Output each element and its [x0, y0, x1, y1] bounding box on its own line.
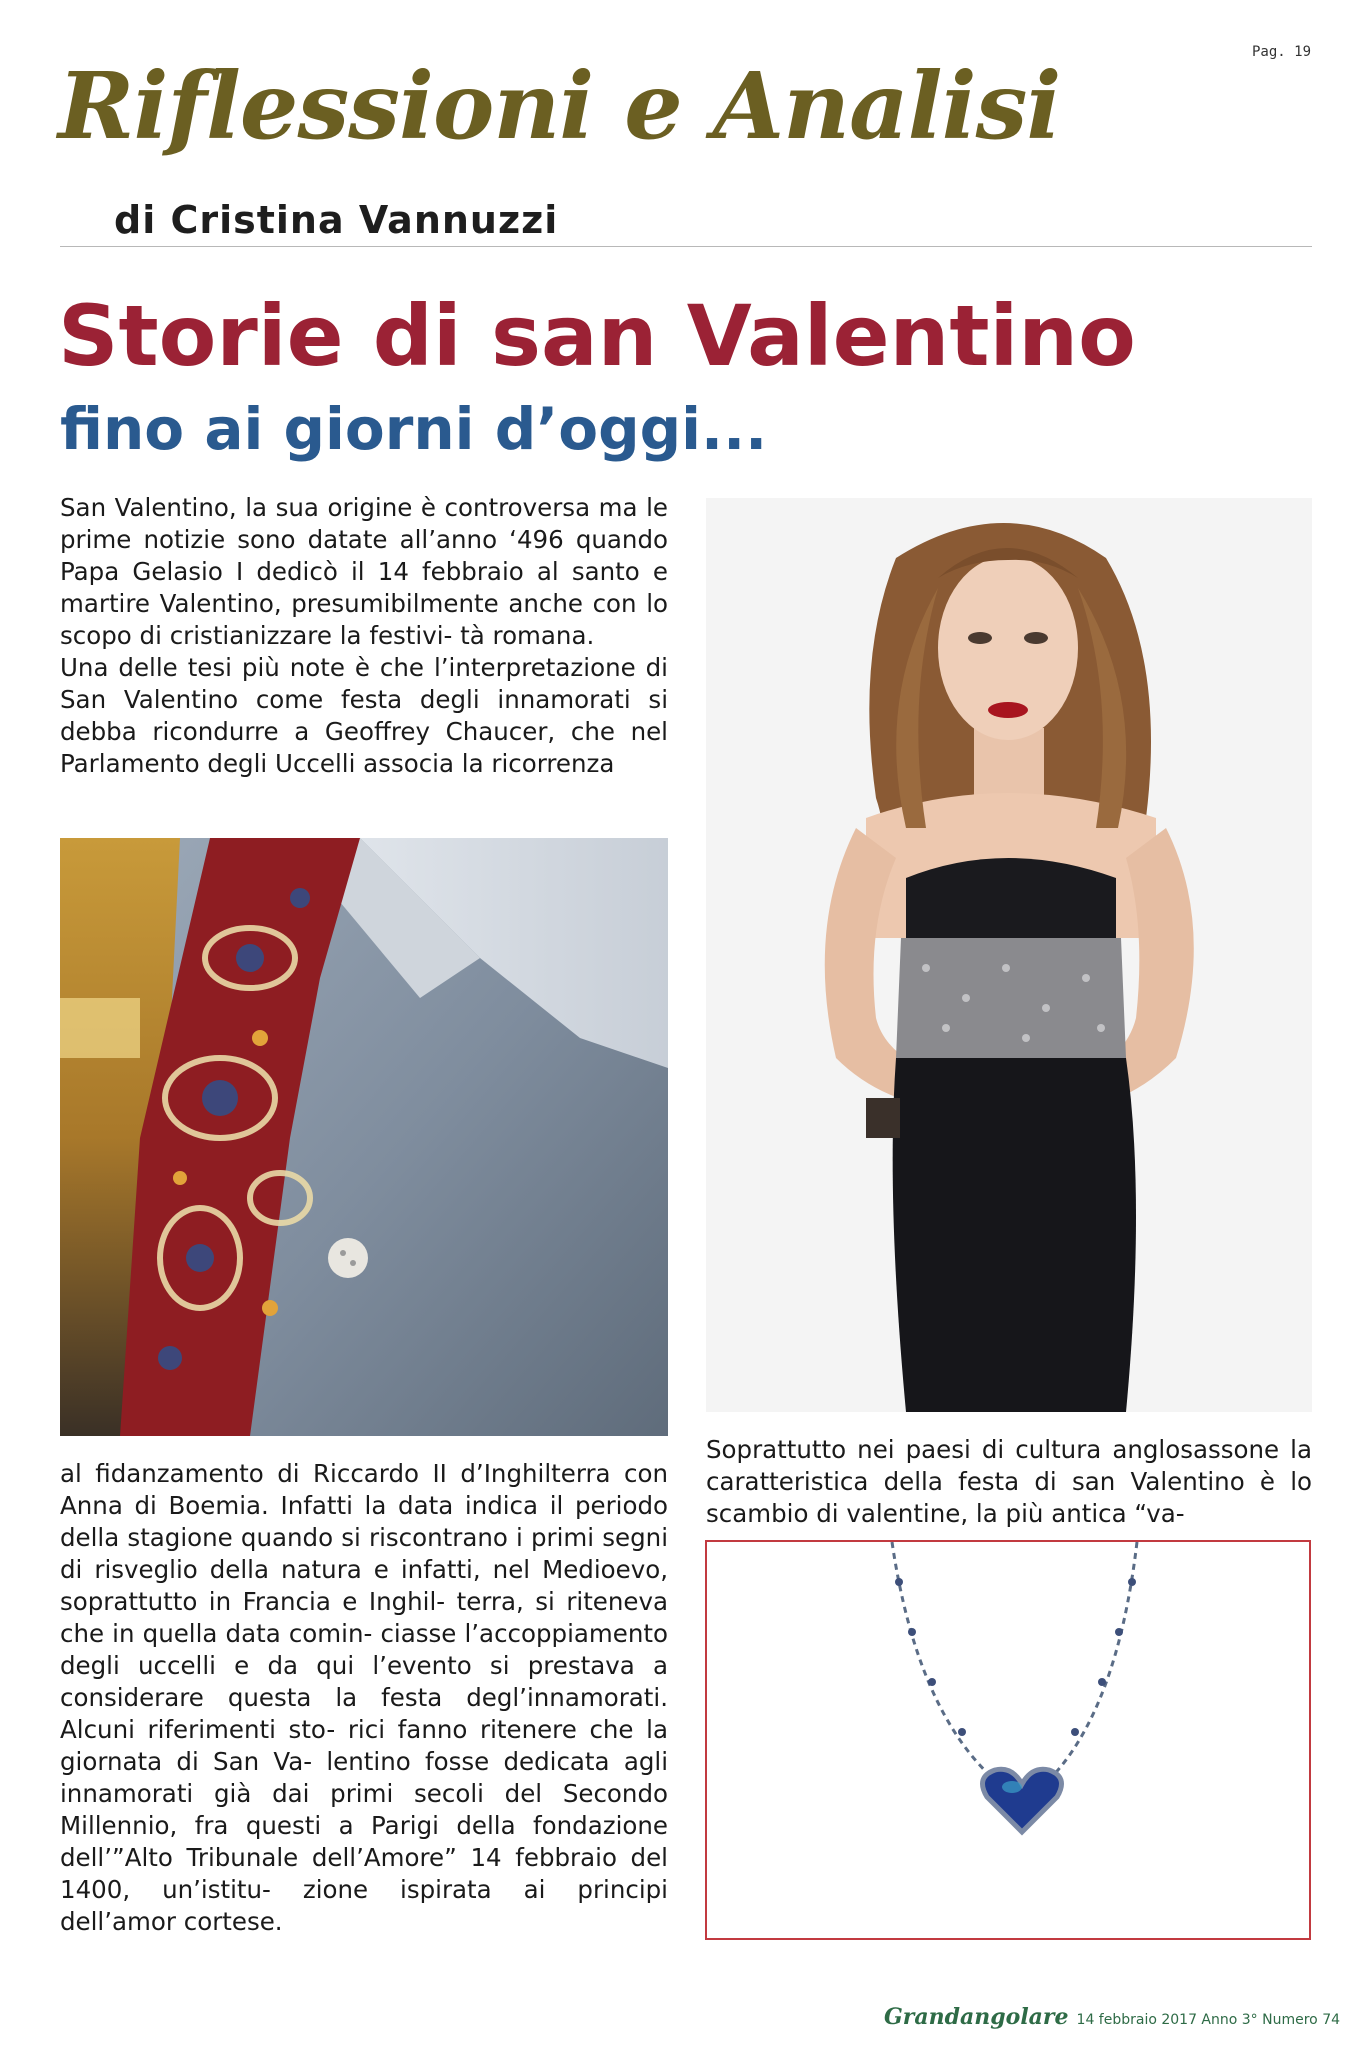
page-number: Pag. 19	[1252, 44, 1312, 60]
model-black-dress-photo	[706, 498, 1312, 1412]
paragraph-chaucer: Una delle tesi più note è che l’interpretazione di San Valentino come festa degli innamorati si debba ricondurre a Geoffrey Chaucer, che nel Parlamento degli Uccelli associa la ricorrenza	[60, 653, 668, 778]
paragraph-origin: San Valentino, la sua origine è controversa ma le prime notizie sono datate all’anno ‘496 quando Papa Gelasio I dedicò il 14 febbraio al santo e martire Valentino, presumibilmente anche con lo scopo di cristianizzare la festivi- tà romana.	[60, 493, 668, 650]
tie-shirt-photo	[60, 838, 668, 1436]
article-subheadline: fino ai giorni d’oggi...	[60, 395, 768, 463]
header-divider	[60, 246, 1312, 247]
article-column-1-top	[60, 492, 668, 780]
section-title: Riflessioni e Analisi	[58, 52, 1061, 160]
heart-necklace-photo	[705, 1540, 1311, 1940]
footer-brand: Grandangolare	[884, 2004, 1069, 2030]
footer	[884, 2004, 1340, 2030]
author-byline: di Cristina Vannuzzi	[114, 198, 559, 242]
article-column-1-continued: al fidanzamento di Riccardo II d’Inghilterra con Anna di Boemia. Infatti la data indica il periodo della stagione quando si riscontrano i primi segni di risveglio della natura e infatti, nel Medioevo, soprattutto in Francia e Inghil- terra, si riteneva che in quella data comin- ciasse l’accoppiamento degli uccelli e da qui l’evento si prestava a considerare questa la festa degl’innamorati. Alcuni riferimenti sto- rici fanno ritenere che la giornata di San Va- lentino fosse dedicata agli innamorati già dai primi secoli del Secondo Millennio, fra questi a Parigi della fondazione dell’”Alto Tribunale dell’Amore” 14 febbraio del 1400, un’istitu- zione ispirata ai principi dell’amor cortese.	[60, 1459, 668, 1936]
footer-issue: 14 febbraio 2017 Anno 3° Numero 74	[1076, 2012, 1341, 2028]
article-column-2-text: Soprattutto nei paesi di cultura anglosassone la caratteristica della festa di san Valentino è lo scambio di valentine, la più antica “va-	[706, 1435, 1312, 1528]
article-headline: Storie di san Valentino	[58, 287, 1136, 385]
